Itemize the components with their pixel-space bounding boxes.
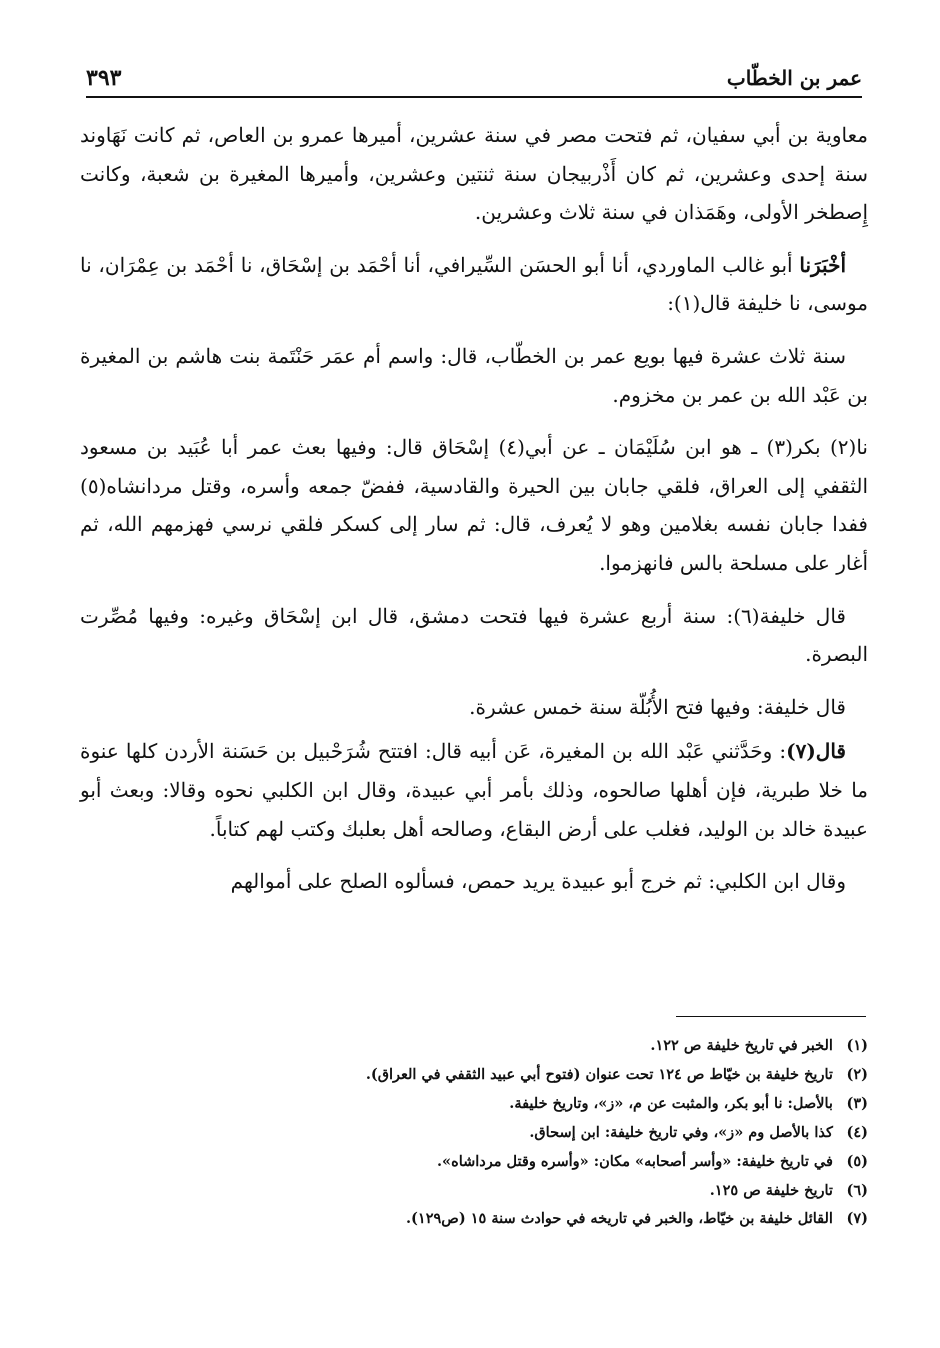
footnote xyxy=(86,1032,868,1061)
paragraph-1: معاوية بن أبي سفيان، ثم فتحت مصر في سنة عشرين، أميرها عمرو بن العاص، ثم كانت نَهَاوند سنة إحدى وعشرين، ثم كان أَذْربيجان سنة ثنتين وعشرين، وأميرها المغيرة بن شعبة، وكانت إِصطخر الأولى، وهَمَذان في سنة ثلاث وعشرين. xyxy=(80,123,868,225)
footnote-number: (٢) xyxy=(846,1065,868,1083)
paragraph-3-text: سنة ثلاث عشرة فيها بويع عمر بن الخطّاب، قال: واسم أم عمَر حَنْتَمة بنت هاشم بن المغيرة بن عَبْد الله بن عمر بن مخزوم. xyxy=(80,343,868,407)
paragraph-2-lead: أخْبَرَنا xyxy=(799,252,846,277)
running-header xyxy=(86,62,862,98)
paragraph-8-text: وقال ابن الكلبي: ثم خرج أبو عبيدة يريد حمص، فسألوه الصلح على أموالهم xyxy=(230,869,846,894)
footnote-number: (٤) xyxy=(846,1123,868,1141)
footnote-text: تاريخ خليفة بن خيّاط ص ١٢٤ تحت عنوان (فتوح أبي عبيد الثقفي في العراق). xyxy=(365,1065,833,1083)
header-title: عمر بن الخطّاب xyxy=(726,66,862,90)
paragraph-7-text: : وحَدَّثني عَبْد الله بن المغيرة، عَن أبيه قال: افتتح شُرَحْبيل بن حَسَنة الأردن كلها عنوة ما خلا طبرية، فإن أهلها صالحوه، وذلك بأمر أبي عبيدة، وقال ابن الكلبي نحوه وقالا: وبعث أبو عبيدة خالد بن الوليد، فغلب على أرض البقاع، وصالحه أهل بعلبك وكتب لهم كتاباً. xyxy=(80,739,868,841)
footnote xyxy=(86,1205,868,1234)
paragraph-7-lead: قال(٧) xyxy=(786,739,846,764)
paragraph-5 xyxy=(80,597,868,674)
footnote-number: (٥) xyxy=(846,1152,868,1170)
footnote-text: في تاريخ خليفة: «وأسر أصحابه» مكان: «وأسره وقتل مرداشاه». xyxy=(436,1152,833,1170)
paragraph-6-text: قال خليفة: وفيها فتح الأُبُلّة سنة خمس عشرة. xyxy=(469,694,846,719)
footnote-number: (٦) xyxy=(846,1181,868,1199)
paragraph-7 xyxy=(80,732,868,848)
footnote xyxy=(86,1119,868,1148)
footnote xyxy=(86,1090,868,1119)
footnotes xyxy=(86,1032,868,1234)
paragraph-4 xyxy=(80,428,868,582)
paragraph-2-text: أبو غالب الماوردي، أنا أبو الحسَن السِّيرافي، أنا أحْمَد بن إسْحَاق، نا أحْمَد بن عِمْرَان، نا موسى، نا خليفة قال(١): xyxy=(80,252,868,316)
paragraph-2 xyxy=(80,246,868,323)
page-number: ٣٩٣ xyxy=(86,65,122,91)
paragraph-5-text: قال خليفة(٦): سنة أربع عشرة فيها فتحت دمشق، قال ابن إسْحَاق وغيره: وفيها مُصِّرت البصرة. xyxy=(80,603,868,667)
footnote xyxy=(86,1061,868,1090)
paragraph-3 xyxy=(80,337,868,414)
footnote-number: (٧) xyxy=(846,1210,868,1228)
footnote xyxy=(86,1148,868,1177)
footnote-number: (١) xyxy=(846,1037,868,1054)
footnote-text: الخبر في تاريخ خليفة ص ١٢٢. xyxy=(650,1037,833,1054)
main-text xyxy=(80,116,868,915)
paragraph-6 xyxy=(80,688,868,727)
footnote-text: بالأصل: نا أبو بكر، والمثبت عن م، «ز»، وتاريخ خليفة. xyxy=(509,1094,833,1112)
footnote-number: (٣) xyxy=(846,1094,868,1112)
footnote-text: تاريخ خليفة ص ١٢٥. xyxy=(709,1181,833,1199)
paragraph-4-text: نا(٢) بكر(٣) ـ هو ابن سُلَيْمَان ـ عن أبي(٤) إسْحَاق قال: وفيها بعث عمر أبا عُبَيد بن مسعود الثقفي إلى العراق، فلقي جابان بين الحيرة والقادسية، ففضّ جمعه وأسره، وقتل مردانشاه(٥) ففدا جابان نفسه بغلامين وهو لا يُعرف، قال: ثم سار إلى كسكر فلقي نرسي فهزمهم الله، ثم أغار على مسلحة بالس فانهزموا. xyxy=(80,435,868,575)
footnote-separator xyxy=(676,1016,866,1017)
footnote-text: القائل خليفة بن خيّاط، والخبر في تاريخه في حوادث سنة ١٥ (ص١٢٩). xyxy=(406,1210,833,1228)
footnote xyxy=(86,1177,868,1206)
footnote-text: كذا بالأصل وم «ز»، وفي تاريخ خليفة: ابن إسحاق. xyxy=(529,1123,833,1141)
paragraph-8 xyxy=(80,862,868,901)
